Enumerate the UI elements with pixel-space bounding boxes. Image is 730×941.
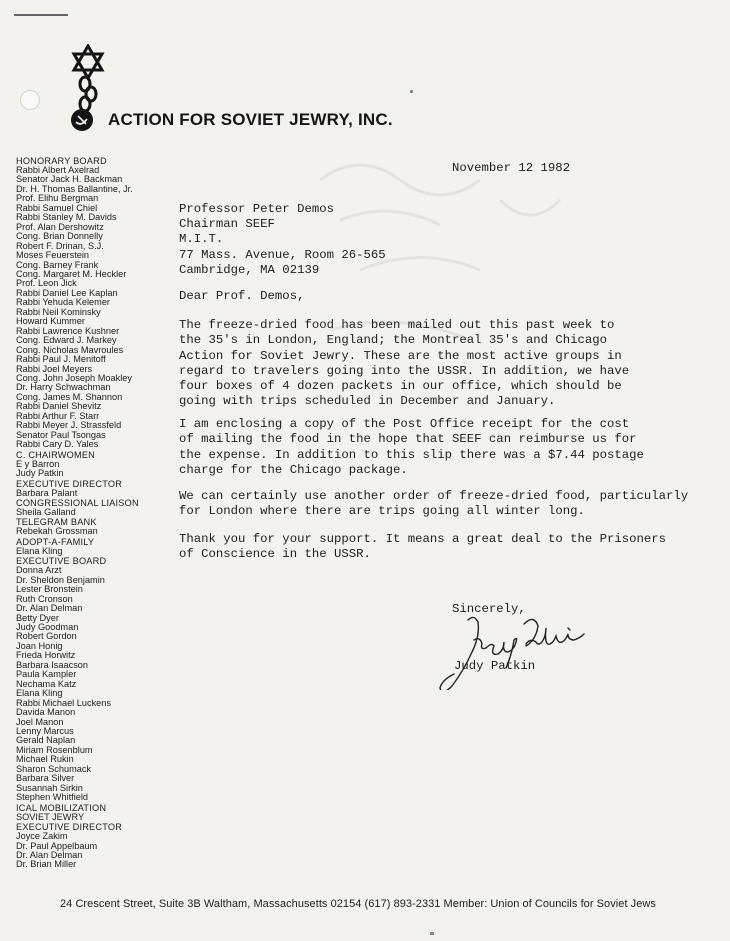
address-line: 77 Mass. Avenue, Room 26-565 (179, 247, 386, 262)
board-member: Rabbi Neil Kominsky (16, 306, 101, 317)
board-member: Rabbi Stanley M. Davids (16, 212, 117, 223)
section-heading: ADOPT-A-FAMILY (16, 536, 95, 547)
paragraph-line: The freeze-dried food has been mailed out this past week to (179, 318, 615, 332)
section-heading: C. CHAIRWOMEN (16, 449, 95, 460)
board-member: Judy Patkin (16, 468, 64, 479)
board-member: Joan Honig (16, 640, 63, 651)
board-member: Cong. Brian Donnelly (16, 231, 103, 242)
board-member: Robert F. Drinan, S.J. (16, 240, 104, 251)
board-section-executive-director-2 (16, 822, 166, 870)
paragraph-line: four boxes of 4 dozen packets in our office, which should be (179, 379, 622, 394)
board-member: Prof. Leon Jick (16, 278, 77, 289)
board-section-chairwomen (16, 450, 166, 479)
board-member: Joyce Zakim (16, 831, 68, 842)
board-member: Robert Gordon (16, 631, 77, 642)
section-heading: EXECUTIVE DIRECTOR (16, 478, 123, 489)
section-heading: EXECUTIVE DIRECTOR (16, 822, 123, 833)
board-member: Paula Kampler (16, 669, 77, 680)
board-member: Davida Manon (16, 707, 76, 718)
board-member: Nechama Katz (16, 678, 77, 689)
closing: Sincerely, (452, 602, 526, 616)
board-member: Dr. Alan Delman (16, 603, 83, 614)
board-section-executive-board (16, 556, 166, 802)
board-member: Barbara Palant (16, 487, 78, 498)
board-member: Rabbi Daniel Shevitz (16, 401, 102, 412)
board-member: Michael Rukin (16, 754, 74, 765)
board-member: Stephen Whitfield (16, 792, 89, 803)
board-member: SOVIET JEWRY (16, 811, 85, 822)
body-paragraph (179, 532, 666, 563)
board-member: Lester Bronstein (16, 584, 83, 595)
paragraph-line: charge for the Chicago package. (179, 462, 408, 477)
section-heading: EXECUTIVE BOARD (16, 556, 107, 567)
paragraph-line: the 35's in London, England; the Montreal 35's and Chicago (179, 333, 608, 348)
board-member: Dr. Sheldon Benjamin (16, 574, 105, 585)
address-line: Chairman SEEF (179, 217, 275, 232)
signer-name: Judy Patkin (454, 659, 536, 673)
board-member: Rabbi Joel Meyers (16, 363, 93, 374)
board-section-honorary (16, 156, 166, 450)
paragraph-line: for London where there are trips going all winter long. (179, 504, 585, 519)
board-member: Senator Paul Tsongas (16, 429, 106, 440)
board-member: Frieda Horwitz (16, 650, 76, 661)
board-member: Cong. James M. Shannon (16, 391, 123, 402)
hammer-sickle-icon (71, 109, 93, 131)
board-member: Rabbi Paul J. Menitoff (16, 354, 106, 365)
paragraph-line: I am enclosing a copy of the Post Office receipt for the cost (179, 417, 630, 431)
board-member: Rabbi Lawrence Kushner (16, 325, 120, 336)
board-member: Rabbi Albert Axelrad (16, 165, 100, 175)
section-heading: ICAL MOBILIZATION (16, 802, 107, 813)
paragraph-line: of Conscience in the USSR. (179, 547, 371, 562)
handwritten-signature (428, 610, 598, 690)
board-member: Cong. John Joseph Moakley (16, 372, 132, 383)
board-member: Cong. Edward J. Markey (16, 335, 117, 346)
board-member: Rabbi Daniel Lee Kaplan (16, 287, 118, 298)
board-member: Moses Feuerstein (16, 250, 90, 261)
board-member: Barbara Silver (16, 773, 75, 784)
board-section-executive-director (16, 479, 166, 498)
star-of-david-icon (74, 46, 102, 78)
board-member: Prof. Elihu Bergman (16, 193, 99, 204)
address-line: Cambridge, MA 02139 (179, 262, 320, 277)
board-member: Rabbi Arthur F. Starr (16, 410, 100, 421)
recipient-address (179, 202, 386, 278)
board-member: Rabbi Cary D. Yales (16, 439, 99, 450)
chain-links-icon (80, 77, 96, 111)
board-member: Rabbi Samuel Chiel (16, 202, 98, 213)
board-member: Miriam Rosenblum (16, 744, 93, 755)
letter-date: November 12 1982 (452, 161, 571, 175)
board-section-adopt-a-family (16, 537, 166, 556)
board-member: Prof. Alan Dershowitz (16, 221, 104, 232)
board-member: E y Barron (16, 458, 60, 469)
body-paragraph (179, 489, 688, 520)
organization-name: ACTION FOR SOVIET JEWRY, INC. (108, 110, 393, 129)
board-section-telegram-bank (16, 517, 166, 536)
board-member: Dr. Paul Appelbaum (16, 840, 98, 851)
board-member: Dr. H. Thomas Ballantine, Jr. (16, 183, 133, 194)
section-heading: TELEGRAM BANK (16, 517, 97, 528)
paragraph-line: going with trips scheduled in December and January. (179, 394, 556, 409)
board-member: Susannah Sirkin (16, 782, 83, 793)
salutation: Dear Prof. Demos, (179, 289, 305, 303)
punch-hole (20, 90, 40, 110)
body-paragraph (179, 318, 629, 410)
board-member: Cong. Barney Frank (16, 259, 99, 270)
board-member: Judy Goodman (16, 622, 79, 633)
letterhead-footer: 24 Crescent Street, Suite 3B Waltham, Massachusetts 02154 (617) 893-2331 Member: Union of Councils for Soviet Jews (60, 898, 656, 910)
board-member: Dr. Brian Miller (16, 859, 77, 870)
board-member: Rabbi Michael Luckens (16, 697, 111, 708)
board-member: Sheila Galland (16, 506, 76, 517)
board-member: Rebekah Grossman (16, 526, 98, 537)
board-member: Gerald Naplan (16, 735, 76, 746)
section-heading: CONGRESSIONAL LIAISON (16, 497, 139, 508)
board-member: Cong. Margaret M. Heckler (16, 268, 127, 279)
board-member: Dr. Harry Schwachman (16, 382, 111, 393)
address-line: Professor Peter Demos (179, 202, 334, 216)
board-member: Cong. Nicholas Mavroules (16, 344, 124, 355)
board-member: Howard Kummer (16, 316, 85, 327)
board-member: Barbara Isaacson (16, 659, 89, 670)
board-member: Betty Dyer (16, 612, 59, 623)
board-member: Elana Kling (16, 688, 63, 699)
paper-mark (430, 932, 434, 935)
board-section-congressional-liaison (16, 498, 166, 517)
paragraph-line: Action for Soviet Jewry. These are the most active groups in (179, 348, 622, 363)
board-member: Rabbi Yehuda Kelemer (16, 297, 110, 308)
board-member: Sharon Schumack (16, 763, 92, 774)
address-line: M.I.T. (179, 232, 224, 247)
top-rule (14, 14, 68, 16)
board-member: Joel Manon (16, 716, 64, 727)
paper-speck (410, 90, 413, 93)
board-section-medical-mobilization (16, 803, 166, 822)
board-member: Ruth Cronson (16, 593, 73, 604)
board-member: Rabbi Meyer J. Strassfeld (16, 420, 122, 431)
board-member: Elana Kling (16, 545, 63, 556)
paragraph-line: of mailing the food in the hope that SEEF can reimburse us for (179, 432, 637, 447)
board-member: Lenny Marcus (16, 726, 74, 737)
body-paragraph (179, 417, 644, 478)
section-heading: HONORARY BOARD (16, 156, 107, 166)
board-member: Dr. Alan Delman (16, 850, 83, 860)
board-member: Senator Jack H. Backman (16, 174, 123, 185)
paragraph-line: the expense. In addition to this slip there was a $7.44 postage (179, 447, 644, 462)
board-listing (16, 156, 166, 870)
paragraph-line: We can certainly use another order of freeze-dried food, particularly (179, 489, 689, 503)
paragraph-line: Thank you for your support. It means a great deal to the Prisoners (179, 532, 667, 546)
paragraph-line: regard to travelers going into the USSR. In addition, we have (179, 363, 630, 378)
board-member: Donna Arzt (16, 565, 62, 576)
